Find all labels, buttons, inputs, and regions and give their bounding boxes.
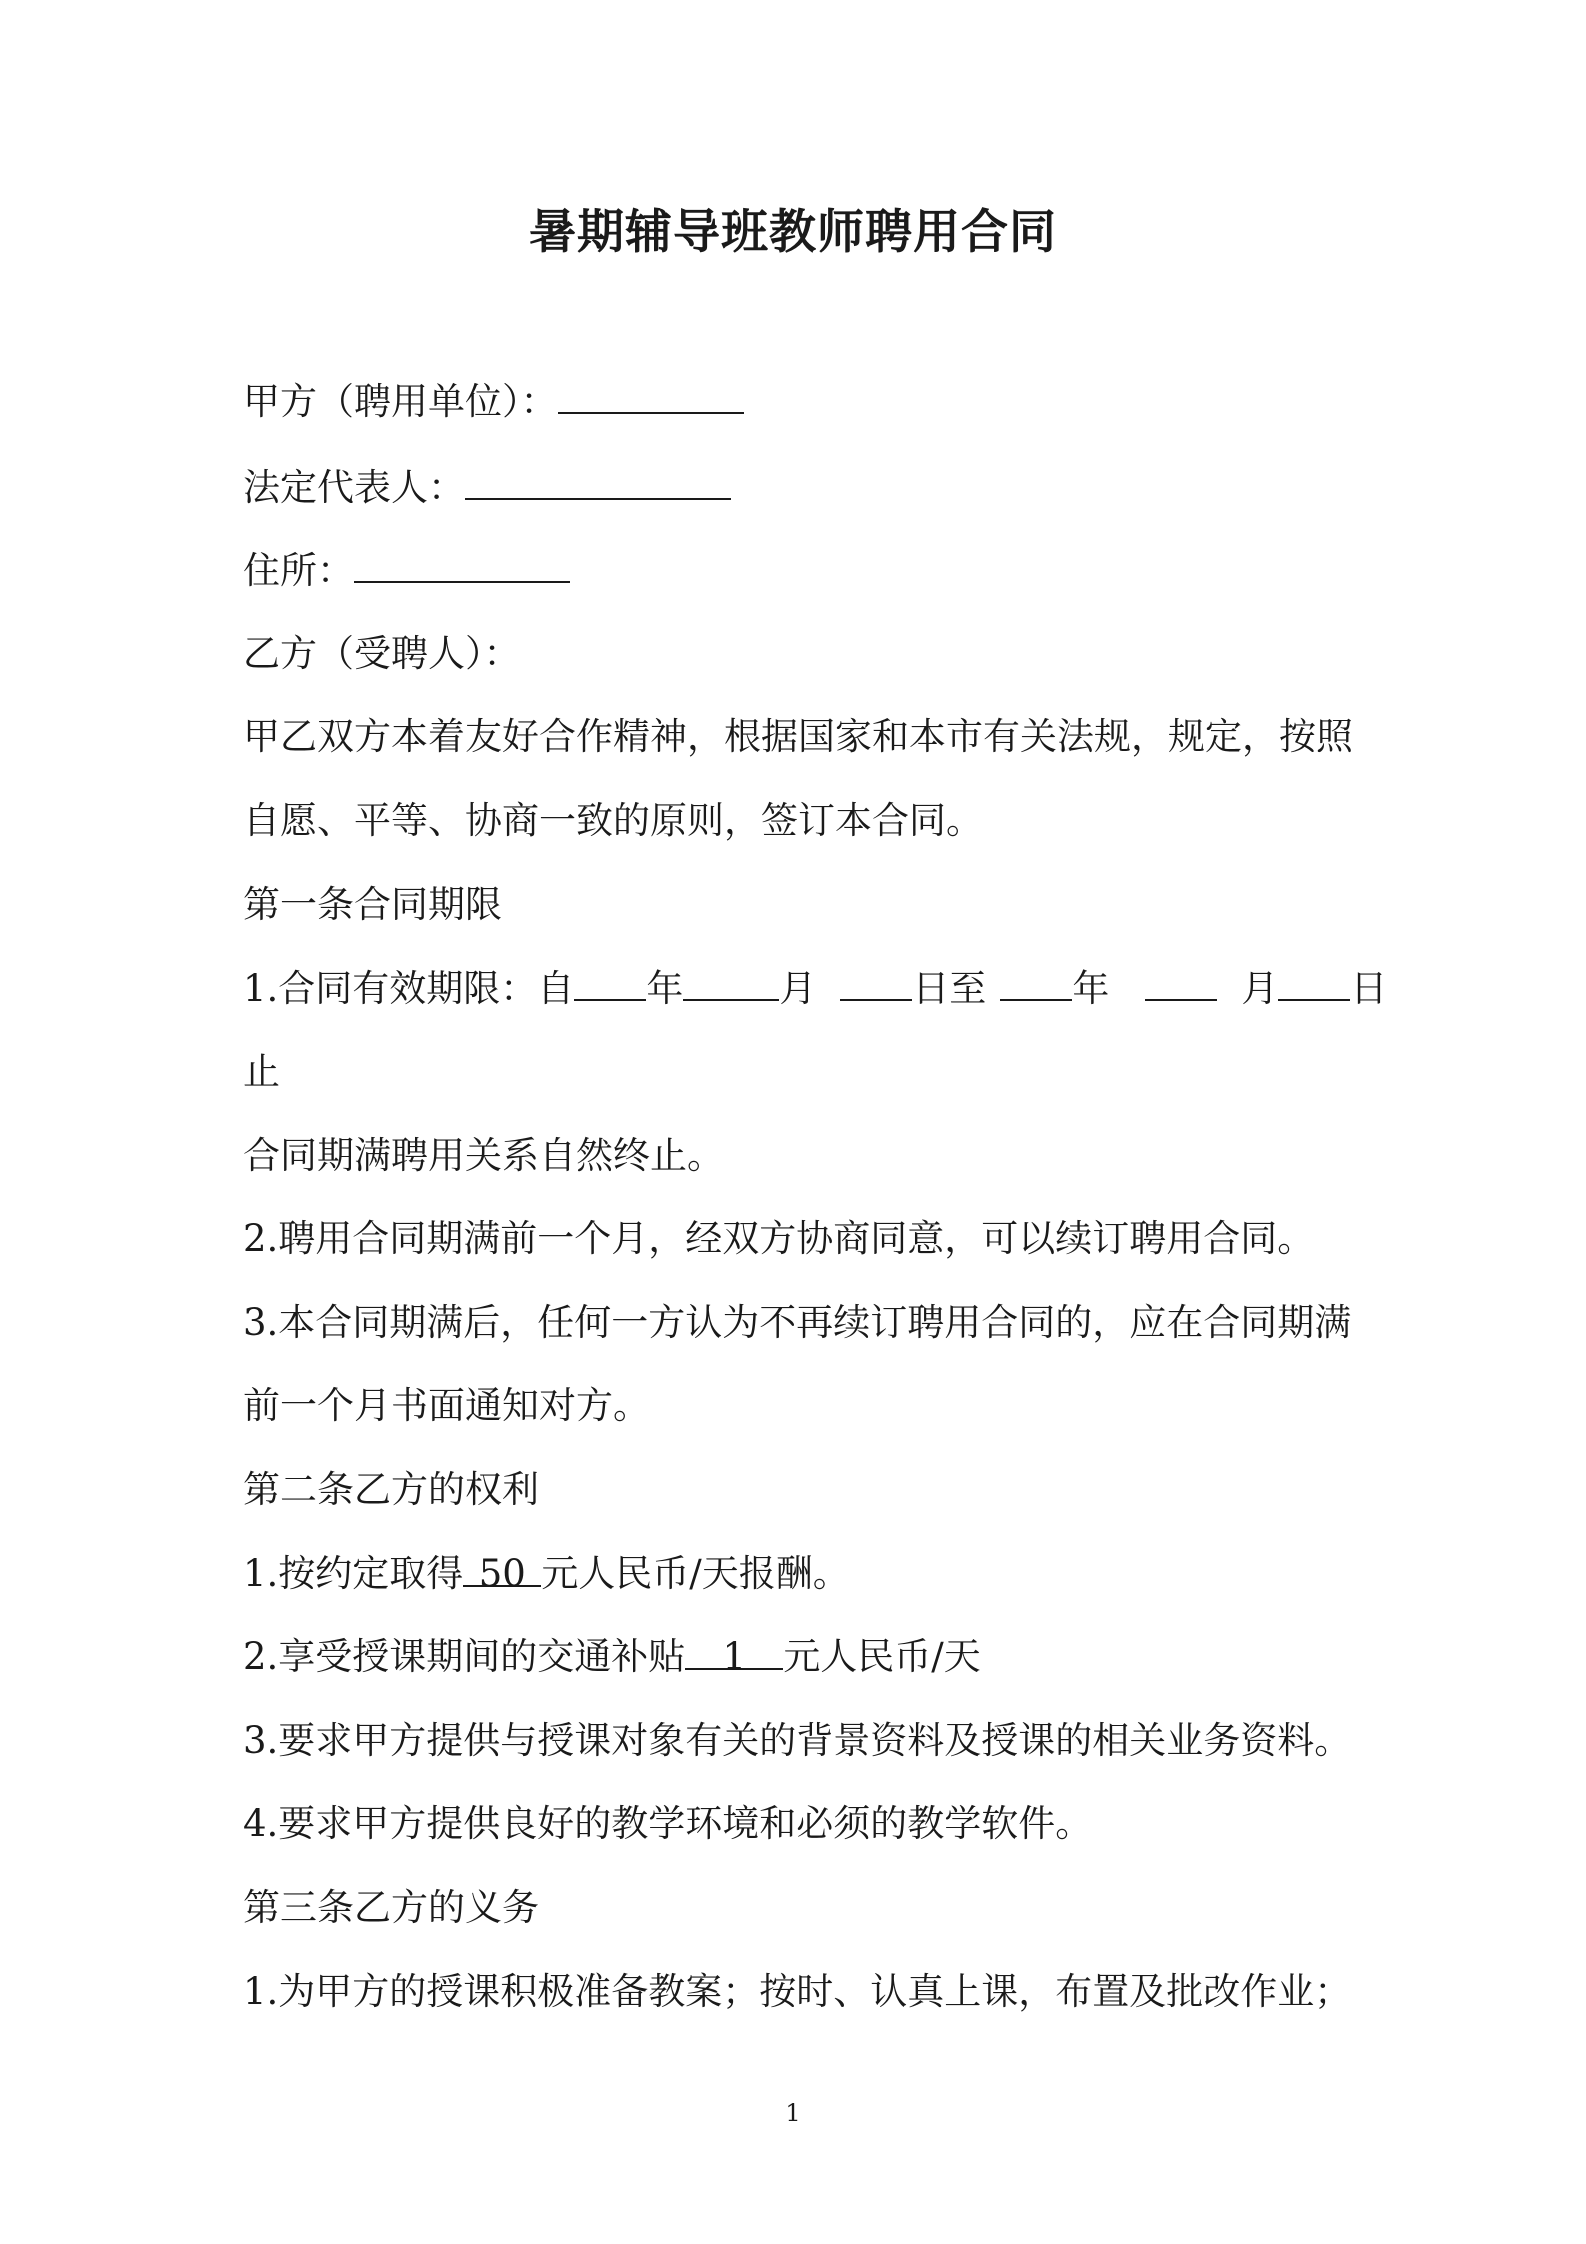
representative-label: 法定代表人： [243, 466, 465, 509]
article1-item3-line1: 3.本合同期满后，任何一方认为不再续订聘用合同的，应在合同期满 [243, 1301, 1352, 1344]
address-label: 住所： [243, 549, 354, 592]
article2-item1 [243, 1549, 850, 1599]
start-year-blank [574, 963, 646, 1001]
start-day-label: 日至 [912, 967, 987, 1010]
page-number: 1 [785, 2099, 801, 2127]
start-month-blank [683, 963, 779, 1001]
article1-item1-wrap: 止 [243, 1050, 280, 1093]
allowance-prefix: 2.享受授课期间的交通补贴 [243, 1635, 686, 1678]
preamble-line-2: 自愿、平等、协商一致的原则，签订本合同。 [243, 799, 983, 842]
representative-line [243, 462, 731, 513]
start-month-label: 月 [779, 967, 817, 1010]
article2-heading: 第二条乙方的权利 [243, 1468, 539, 1511]
party-a-blank [558, 376, 744, 414]
end-year-blank [1000, 963, 1072, 1001]
end-month-label: 月 [1241, 967, 1279, 1010]
article2-item3: 3.要求甲方提供与授课对象有关的背景资料及授课的相关业务资料。 [243, 1719, 1352, 1762]
start-day-blank [840, 963, 912, 1001]
address-line [243, 545, 570, 596]
salary-value: 50 [463, 1549, 541, 1587]
end-day-blank [1278, 963, 1350, 1001]
article2-item2 [243, 1632, 981, 1682]
party-a-line [243, 376, 744, 427]
article1-item1 [243, 963, 1387, 1014]
article2-item4: 4.要求甲方提供良好的教学环境和必须的教学软件。 [243, 1802, 1093, 1845]
representative-blank [465, 462, 731, 500]
article1-item3-line2: 前一个月书面通知对方。 [243, 1384, 650, 1427]
address-blank [354, 545, 570, 583]
salary-suffix: 元人民币/天报酬。 [541, 1552, 850, 1595]
end-month-blank [1145, 963, 1217, 1001]
party-a-label: 甲方（聘用单位）： [243, 380, 558, 423]
allowance-suffix: 元人民币/天 [783, 1635, 981, 1678]
contract-title: 暑期辅导班教师聘用合同 [529, 205, 1057, 260]
end-year-label: 年 [1072, 967, 1110, 1010]
article1-heading: 第一条合同期限 [243, 883, 502, 926]
preamble-line-1: 甲乙双方本着友好合作精神，根据国家和本市有关法规，规定，按照 [243, 715, 1353, 758]
allowance-value: 1 [685, 1632, 783, 1670]
article1-note: 合同期满聘用关系自然终止。 [243, 1134, 724, 1177]
end-day-label: 日 [1350, 967, 1388, 1010]
start-year-label: 年 [646, 967, 684, 1010]
article3-item1: 1.为甲方的授课积极准备教案；按时、认真上课，布置及批改作业； [243, 1970, 1352, 2013]
party-b-label: 乙方（受聘人）： [243, 632, 521, 675]
article1-item2: 2.聘用合同期满前一个月，经双方协商同意，可以续订聘用合同。 [243, 1217, 1315, 1260]
salary-prefix: 1.按约定取得 [243, 1552, 464, 1595]
term-prefix: 1.合同有效期限：自 [243, 967, 575, 1010]
article3-heading: 第三条乙方的义务 [243, 1886, 539, 1929]
